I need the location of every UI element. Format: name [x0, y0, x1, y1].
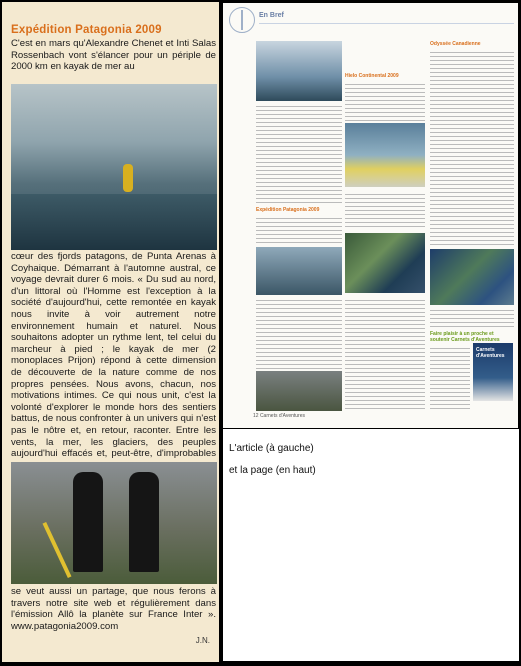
- page-book-cover: Carnets d'Aventures: [473, 343, 513, 401]
- page-photo-yellow-kayak: [345, 123, 425, 187]
- kayak-figure: [123, 164, 133, 192]
- article-intro-text: C'est en mars qu'Alexandre Chenet et Inti Salas Rossenbach vont s'élancer pour un périple de 2000 km en kayak de mer au: [11, 38, 216, 73]
- article-end-text: se veut aussi un partage, que nous ferons à travers notre site web et régulièrement dans l'émission Allô la planète sur France Inter ». www.patagonia2009.com: [11, 586, 216, 632]
- caption-line-2: et la page (en haut): [229, 465, 316, 476]
- header-rule: [259, 23, 514, 24]
- article-title: Expédition Patagonia 2009: [11, 24, 162, 36]
- page-col3-text: [430, 49, 514, 247]
- page-col2-text-3: [345, 297, 425, 409]
- magazine-page: [223, 3, 518, 428]
- page-col1-text-2: [256, 215, 342, 245]
- paddle: [43, 522, 72, 578]
- expedition-members-photo: [11, 462, 217, 584]
- page-photo-aerial: [345, 233, 425, 293]
- page-photo-kayak: [256, 41, 342, 101]
- page-photo-patagonia: [256, 247, 342, 295]
- page-col3-text-2: [430, 307, 514, 327]
- caption-line-1: L'article (à gauche): [229, 443, 314, 454]
- person-1: [73, 472, 103, 572]
- page-col2-heading: Hielo Continental 2009: [345, 73, 399, 79]
- page-col3-subheading: Faire plaisir à un proche et soutenir Carnets d'Aventures: [430, 331, 500, 343]
- page-col3-text-3: [430, 345, 470, 409]
- person-2: [129, 472, 159, 572]
- page-col2-text-2: [345, 191, 425, 229]
- article-signature: J.N.: [195, 636, 210, 645]
- page-footer: 12 Carnets d'Aventures: [253, 413, 306, 419]
- page-col2-text: [345, 81, 425, 121]
- article-main-text: cœur des fjords patagons, de Punta Arenas à Coyhaique. Démarrant à l'automne austral, ce voyage devrait durer 6 mois. « Du sud au nord, d'un littoral où l'Homme est l'exception à la société d'aujourd'hui, cette remontée en kayak nous invite à voir autrement notre environnement humain et naturel. Nous souhaitons adopter un rythme lent, tel celui du marcheur à pied ; le kayak de mer (2 monoplaces Prijon) répond à cette dimension de découverte de la nature comme de nos propres pensées. Nous avons, chacun, nos motivations intimes. Ce qui nous unit, c'est la volonté d'explorer le monde hors des sentiers battus, de nous confronter à un univers qui n'est pas le nôtre et, en retour, raconter. Entre les vents, la mer, les glaciers, des peuples aujourd'hui effacés et, peut-être, d'improbables: [11, 251, 216, 460]
- page-col1-heading: Expédition Patagonia 2009: [256, 207, 320, 213]
- page-col1-text-3: [256, 297, 342, 369]
- sea-water: [11, 194, 217, 250]
- page-col3-heading: Odyssée Canadienne: [430, 41, 481, 47]
- page-section-title: En Bref: [259, 12, 284, 19]
- page-map-image: [430, 249, 514, 305]
- article-clipping: [2, 2, 219, 662]
- kayak-photo: [11, 84, 217, 250]
- page-photo-members: [256, 371, 342, 411]
- compass-icon: [229, 7, 255, 33]
- caption-area: [223, 429, 519, 661]
- page-col1-text: [256, 103, 342, 203]
